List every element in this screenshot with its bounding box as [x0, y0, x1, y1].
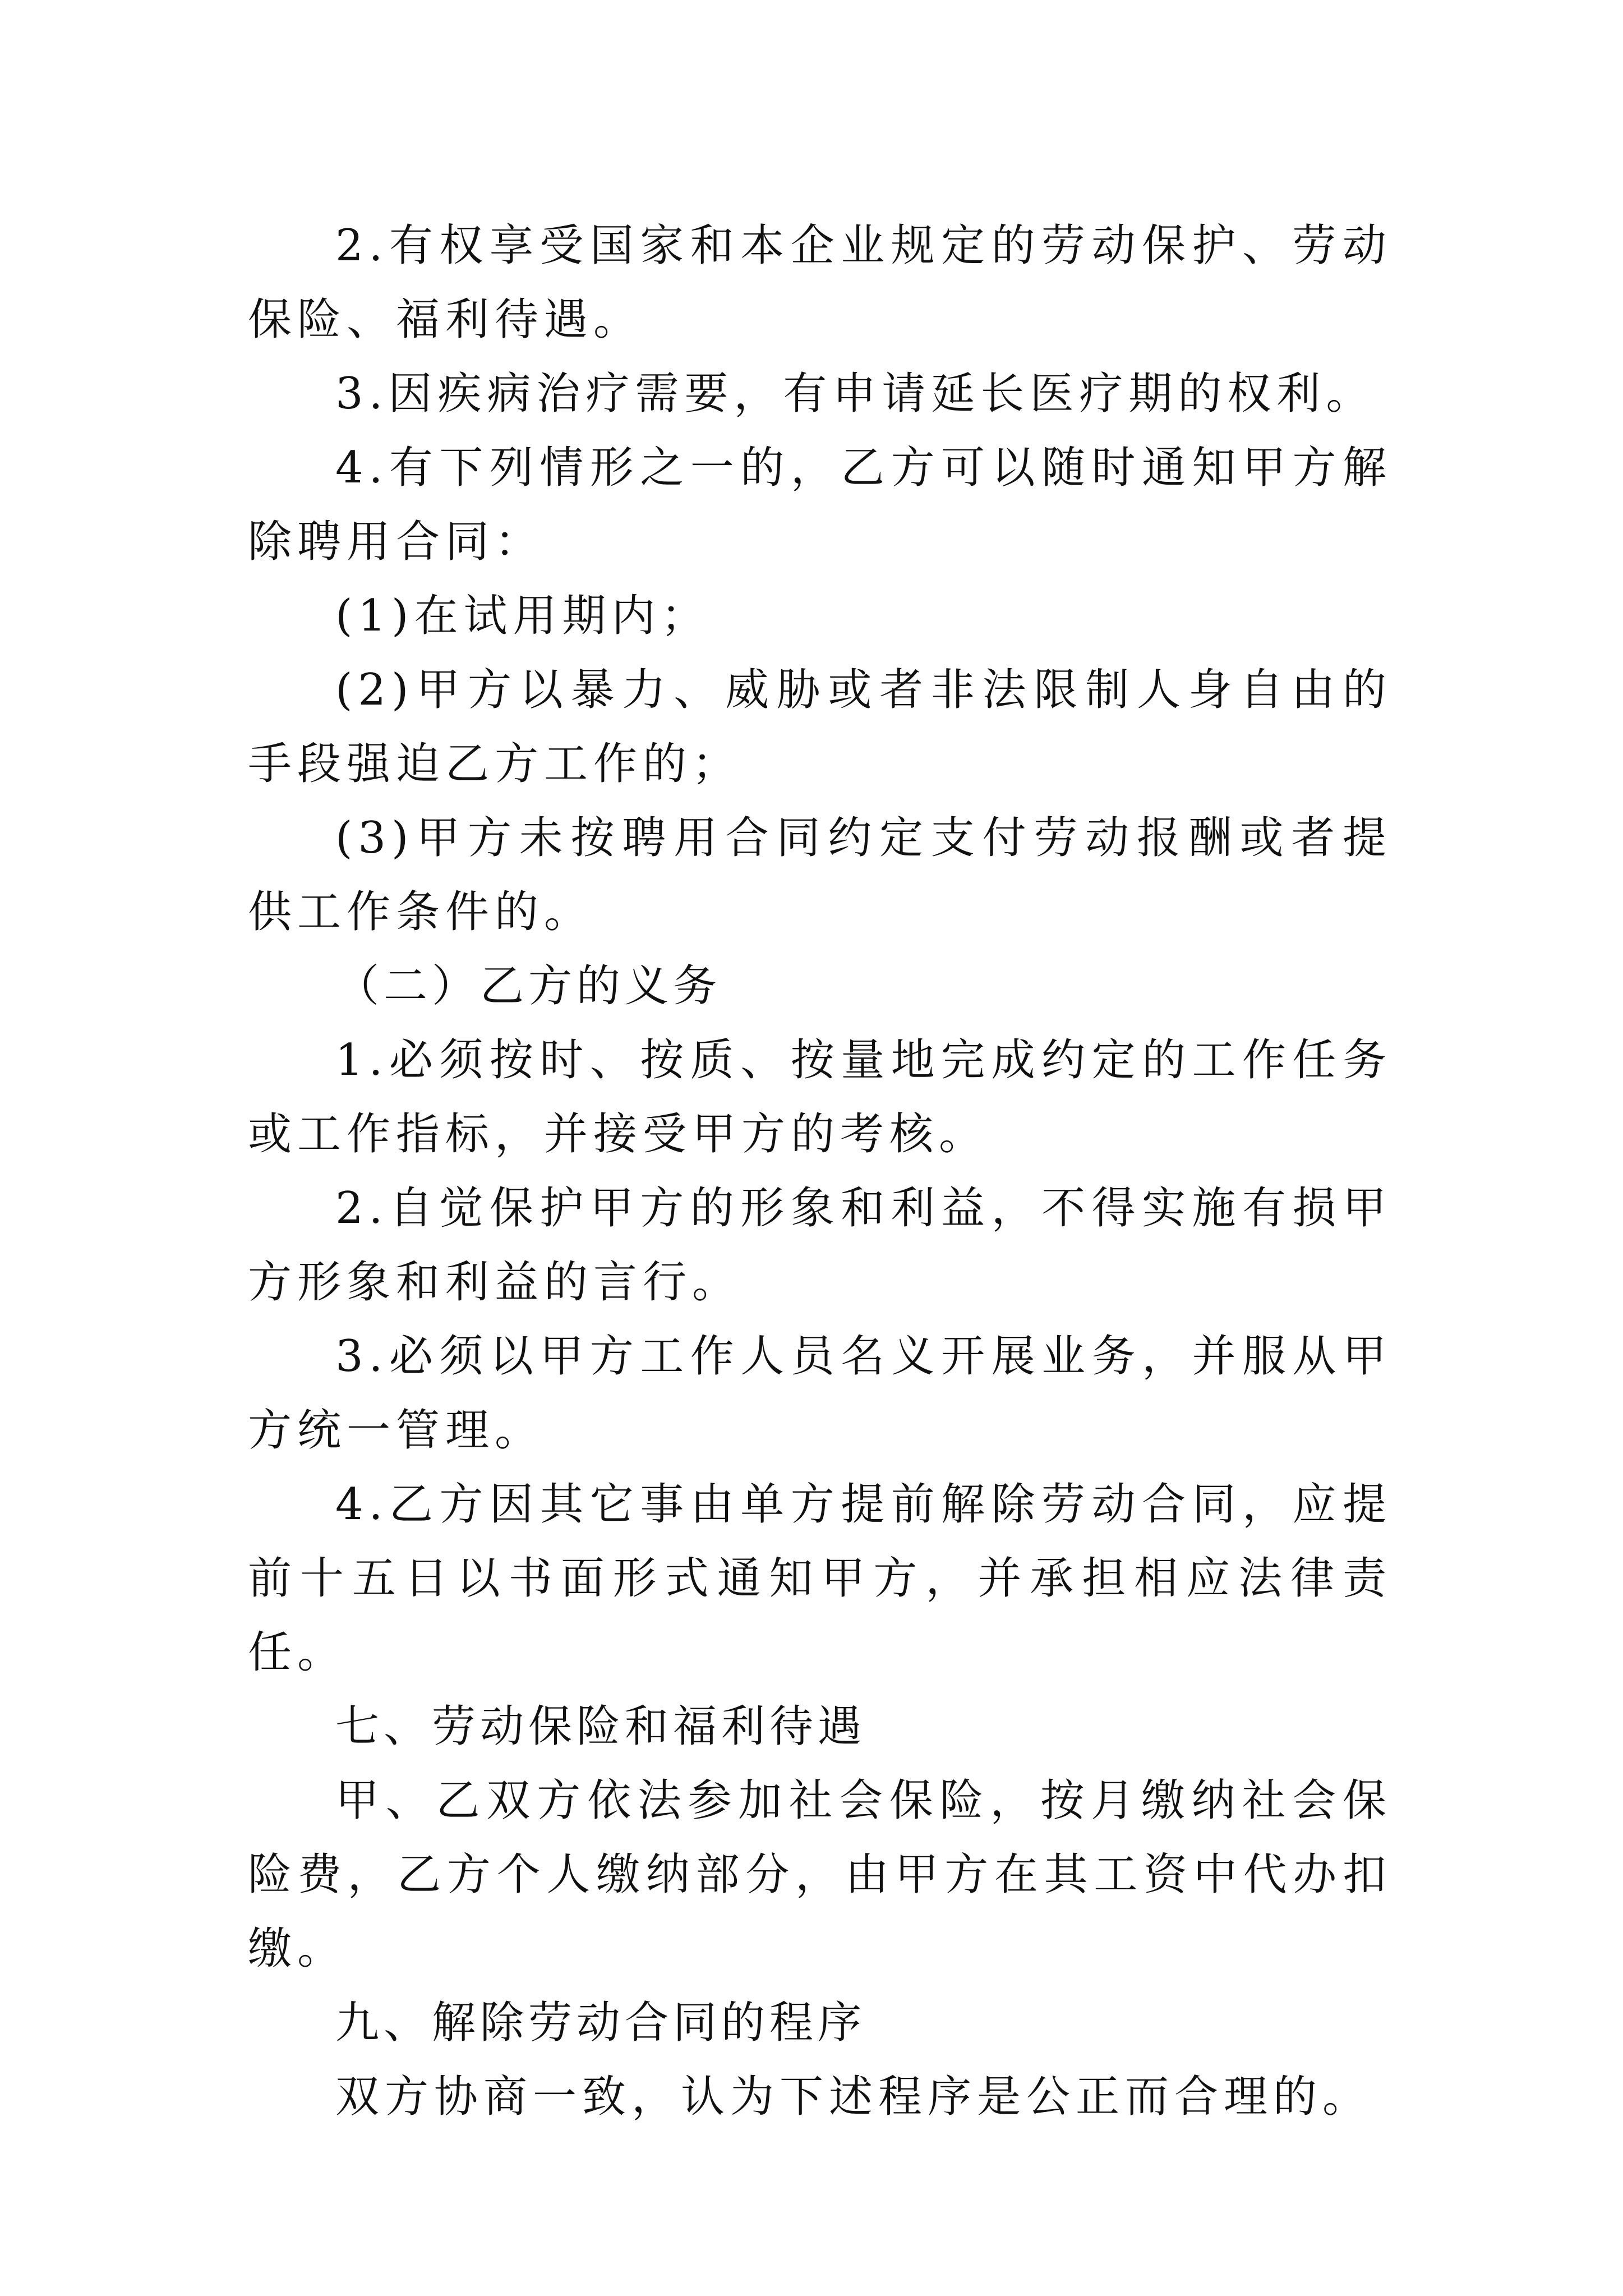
paragraph-item-2: (2)甲方以暴力、威胁或者非法限制人身自由的手段强迫乙方工作的； [248, 665, 1392, 789]
paragraph-obligation-1: 1.必须按时、按质、按量地完成约定的工作任务或工作指标，并接受甲方的考核。 [248, 1035, 1392, 1159]
paragraph-right-4: 4.有下列情形之一的，乙方可以随时通知甲方解除聘用合同： [248, 443, 1392, 567]
paragraph-right-2: 2.有权享受国家和本企业规定的劳动保护、劳动保险、福利待遇。 [248, 220, 1392, 345]
paragraph-obligation-3: 3.必须以甲方工作人员名义开展业务，并服从甲方统一管理。 [248, 1331, 1392, 1456]
section-heading-insurance: 七、劳动保险和福利待遇 [335, 1701, 866, 1752]
paragraph-item-1: (1)在试用期内； [335, 591, 711, 641]
document-body [248, 209, 1392, 2134]
paragraph-obligation-4: 4.乙方因其它事由单方提前解除劳动合同，应提前十五日以书面形式通知甲方，并承担相应法律责任。 [248, 1479, 1392, 1678]
paragraph-insurance: 甲、乙双方依法参加社会保险，按月缴纳社会保险费，乙方个人缴纳部分，由甲方在其工资中代办扣缴。 [248, 1775, 1392, 1974]
section-heading-termination: 九、解除劳动合同的程序 [335, 1998, 866, 2048]
section-heading-obligations: （二）乙方的义务 [335, 961, 722, 1011]
paragraph-item-3: (3)甲方未按聘用合同约定支付劳动报酬或者提供工作条件的。 [248, 813, 1392, 937]
paragraph-obligation-2: 2.自觉保护甲方的形象和利益，不得实施有损甲方形象和利益的言行。 [248, 1183, 1392, 1308]
paragraph-termination: 双方协商一致，认为下述程序是公正而合理的。 [335, 2072, 1372, 2122]
paragraph-right-3: 3.因疾病治疗需要，有申请延长医疗期的权利。 [335, 369, 1376, 419]
